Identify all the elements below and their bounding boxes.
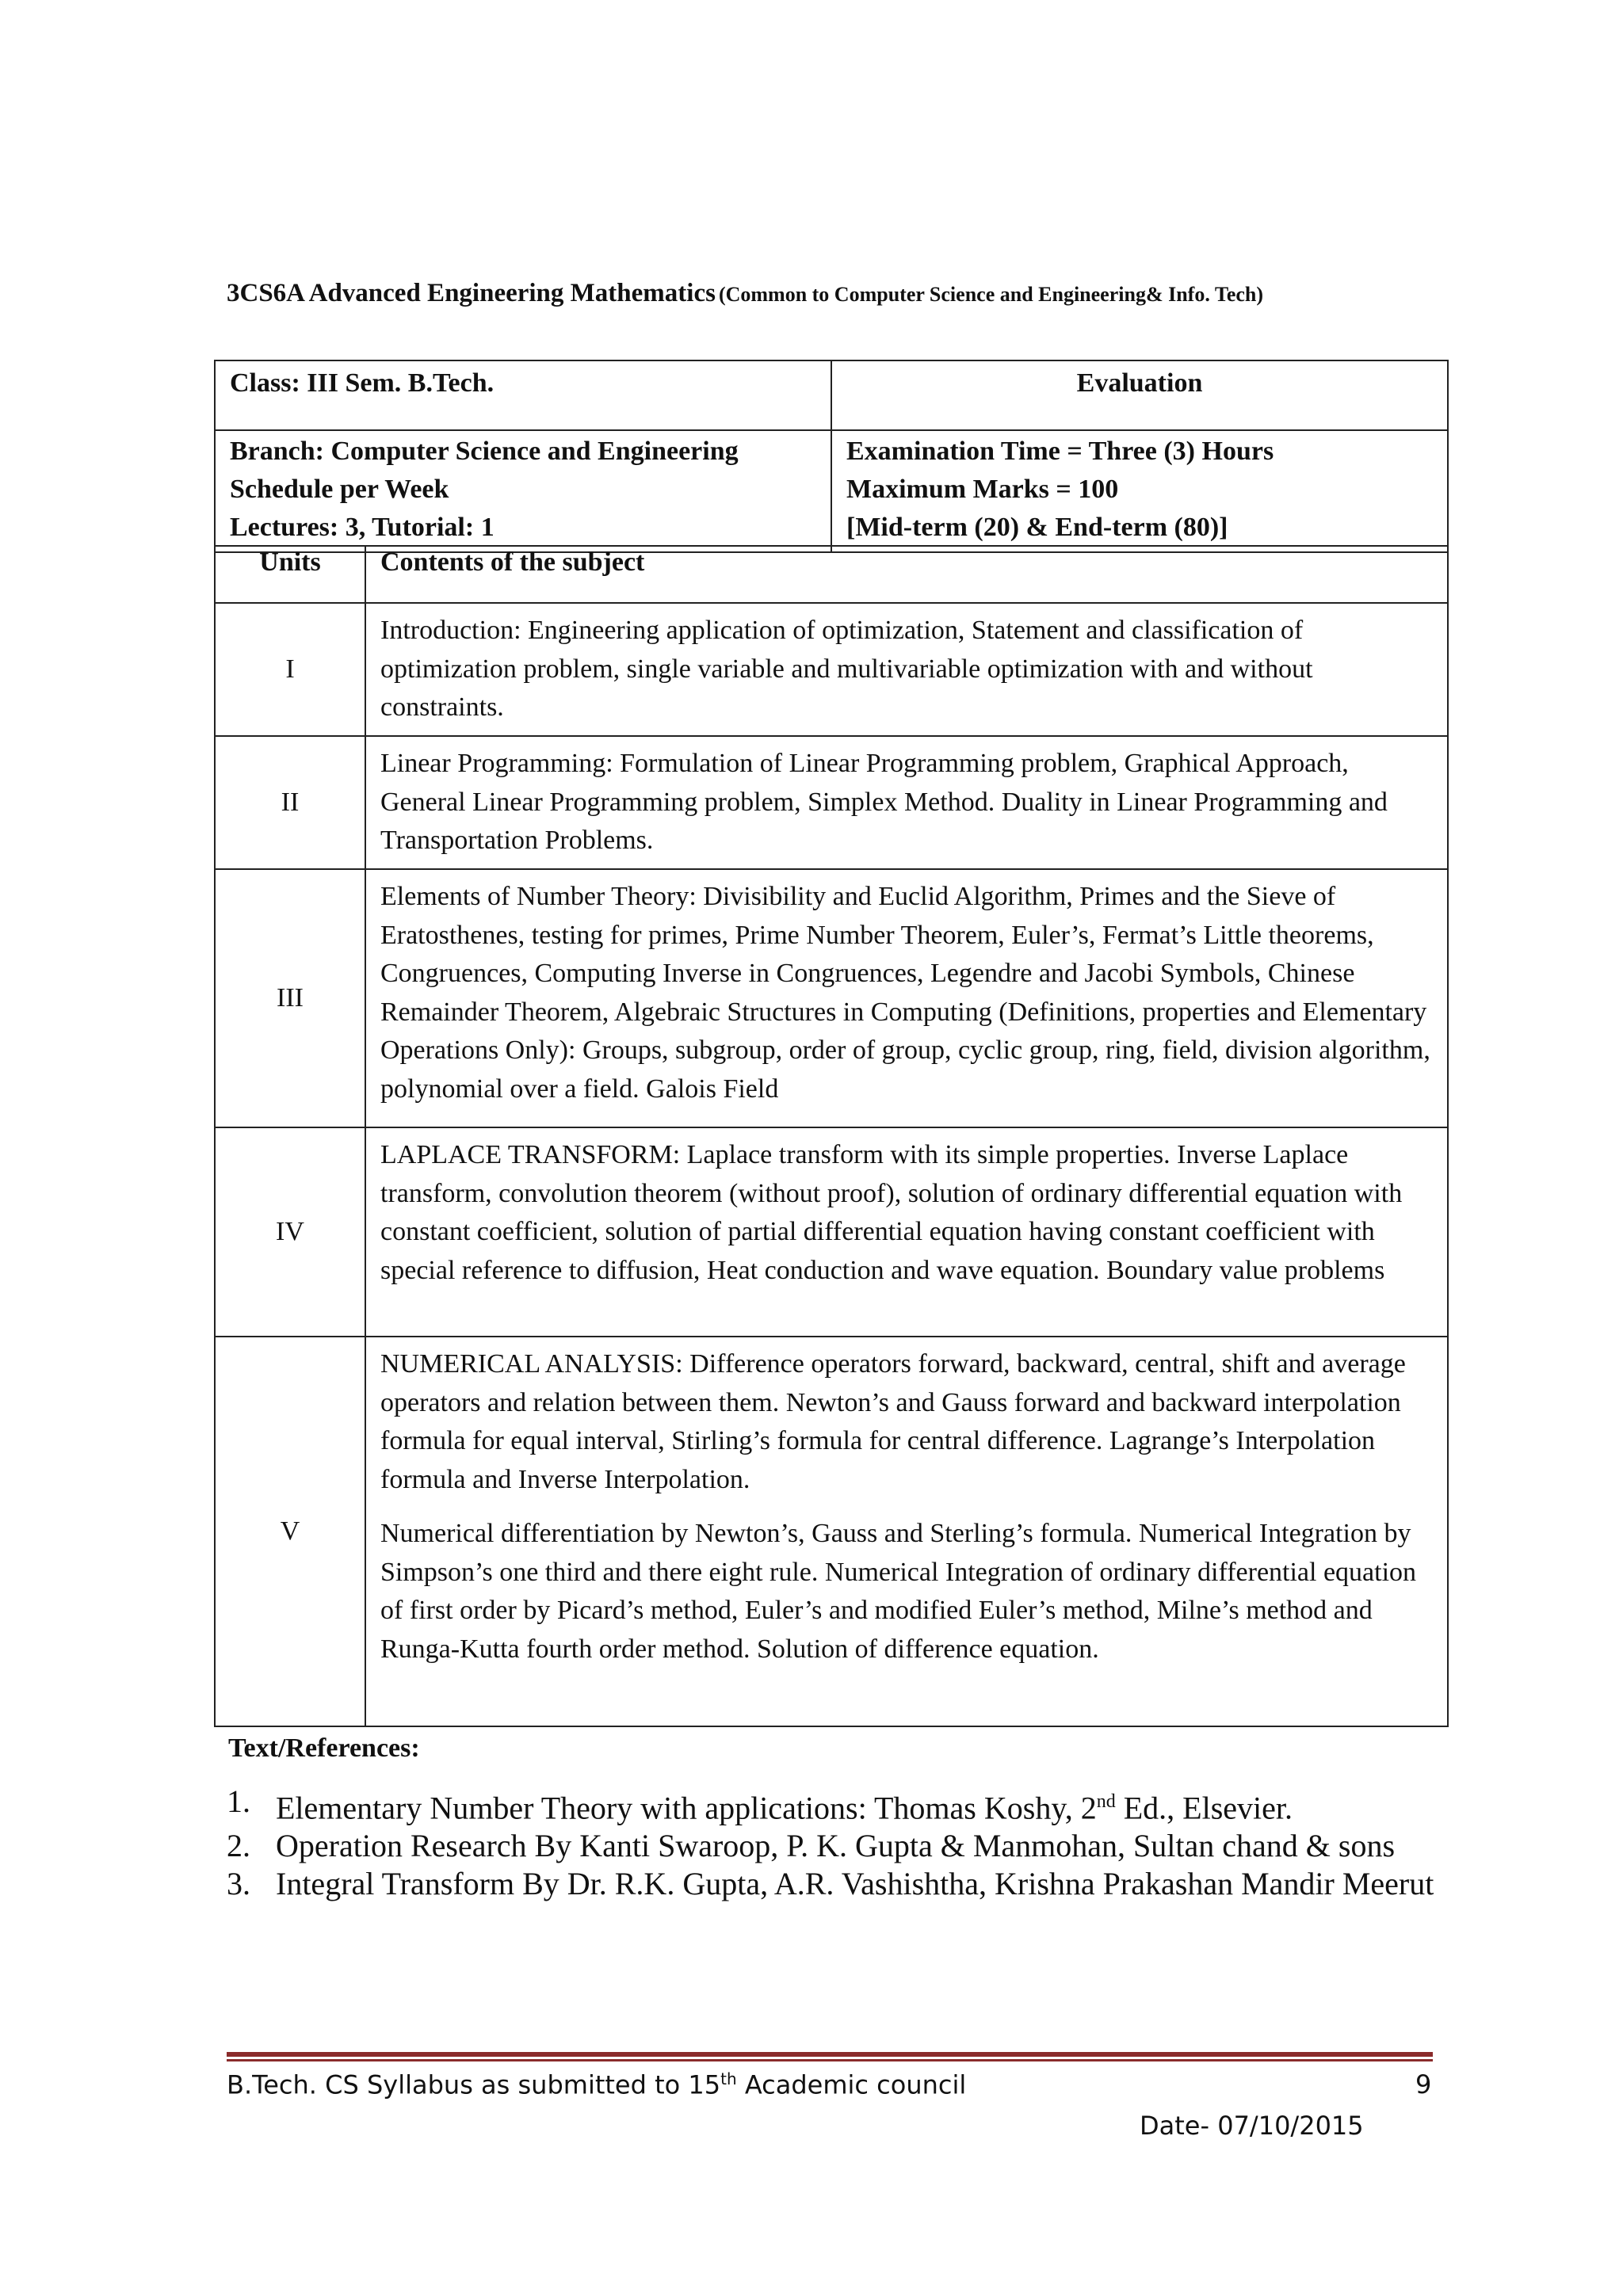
unit-contents	[365, 603, 1448, 736]
table-row	[215, 1337, 1448, 1726]
unit-paragraph: NUMERICAL ANALYSIS: Difference operators forward, backward, central, shift and average operators and relation between them. Newton’s and Gauss forward and backward interpolation formula for equal interval, Stirling’s formula for central difference. Lagrange’s Interpolation formula and Inverse Interpolation.	[380, 1349, 1406, 1494]
reference-number: 2.	[227, 1828, 250, 1864]
reference-number: 3.	[227, 1866, 250, 1902]
unit-paragraph: Introduction: Engineering application of optimization, Statement and classification of optimization problem, single variable and multivariable optimization with and without constraints.	[380, 616, 1313, 722]
reference-number: 1.	[227, 1783, 250, 1819]
table-row	[215, 736, 1448, 869]
list-item	[227, 1783, 1447, 1827]
footer-superscript: th	[720, 2069, 737, 2088]
unit-number: III	[215, 869, 365, 1127]
reference-text: Operation Research By Kanti Swaroop, P. K. Gupta & Manmohan, Sultan chand & sons	[276, 1828, 1396, 1864]
units-table	[214, 545, 1449, 1727]
branch-label: Branch: Computer Science and Engineering	[230, 437, 739, 466]
unit-paragraph: Linear Programming: Formulation of Linear Programming problem, Graphical Approach, General Linear Programming problem, Simplex Method. Duality in Linear Programming and Transportation Problems.	[380, 749, 1388, 855]
marks-split-label: [Mid-term (20) & End-term (80)]	[846, 513, 1228, 542]
reference-text-end: Ed., Elsevier.	[1115, 1790, 1293, 1826]
unit-number: V	[215, 1337, 365, 1726]
unit-contents	[365, 736, 1448, 869]
unit-paragraph: Elements of Number Theory: Divisibility and Euclid Algorithm, Primes and the Sieve of Eratosthenes, testing for primes, Prime Number Theorem, Euler’s, Fermat’s Little theorems, Congruences, Computing Inverse in Congruences, Legendre and Jacobi Symbols, Chinese Remainder Theorem, Algebraic Structures in Computing (Definitions, properties and Elementary Operations Only): Groups, subgroup, order of group, cyclic group, ring, field, division algorithm, polynomial over a field. Galois Field	[380, 882, 1430, 1104]
evaluation-cell	[831, 360, 1448, 430]
footer-text-end: Academic council	[736, 2069, 967, 2100]
footer-text	[227, 2069, 966, 2100]
units-column-header: Units	[215, 546, 365, 603]
class-label: Class: III Sem. B.Tech.	[230, 368, 495, 398]
exam-time-label: Examination Time = Three (3) Hours	[846, 437, 1274, 466]
list-item	[227, 1865, 1447, 1903]
lectures-label: Lectures: 3, Tutorial: 1	[230, 513, 495, 542]
unit-contents	[365, 869, 1448, 1127]
course-subtitle: (Common to Computer Science and Engineering& Info. Tech)	[718, 283, 1264, 306]
class-cell	[215, 360, 831, 430]
reference-text: Elementary Number Theory with applications: Thomas Koshy, 2	[276, 1790, 1097, 1826]
table-row	[215, 1127, 1448, 1337]
page-title	[227, 279, 1463, 308]
table-row	[215, 869, 1448, 1127]
footer-text-start: B.Tech. CS Syllabus as submitted to 15	[227, 2069, 721, 2100]
course-info-table	[214, 360, 1449, 553]
references-title: Text/References:	[228, 1733, 420, 1763]
schedule-label: Schedule per Week	[230, 475, 449, 504]
unit-paragraph: LAPLACE TRANSFORM: Laplace transform with its simple properties. Inverse Laplace transform, convolution theorem (without proof), solution of ordinary differential equation with constant coefficient, solution of partial differential equation having constant coefficient with special reference to diffusion, Heat conduction and wave equation. Boundary value problems	[380, 1140, 1403, 1285]
course-title: 3CS6A Advanced Engineering Mathematics	[227, 279, 716, 307]
list-item	[227, 1827, 1447, 1865]
max-marks-label: Maximum Marks = 100	[846, 475, 1119, 504]
table-row	[215, 603, 1448, 736]
references-list	[227, 1783, 1447, 1903]
reference-superscript: nd	[1096, 1791, 1116, 1812]
branch-cell	[215, 430, 831, 552]
unit-number: IV	[215, 1127, 365, 1337]
exam-cell	[831, 430, 1448, 552]
footer-date: Date- 07/10/2015	[1140, 2111, 1364, 2141]
unit-number: II	[215, 736, 365, 869]
footer-divider	[227, 2052, 1433, 2061]
evaluation-label: Evaluation	[1076, 368, 1203, 398]
unit-contents	[365, 1337, 1448, 1726]
page-number: 9	[1415, 2069, 1432, 2100]
contents-column-header: Contents of the subject	[365, 546, 1448, 603]
unit-number: I	[215, 603, 365, 736]
unit-paragraph: Numerical differentiation by Newton’s, Gauss and Sterling’s formula. Numerical Integration by Simpson’s one third and there eight rule. Numerical Integration of ordinary differential equation of first order by Picard’s method, Euler’s and modified Euler’s method, Milne’s method and Runga-Kutta fourth order method. Solution of difference equation.	[380, 1519, 1417, 1664]
unit-contents	[365, 1127, 1448, 1337]
reference-text: Integral Transform By Dr. R.K. Gupta, A.R. Vashishtha, Krishna Prakashan Mandir Meerut	[276, 1866, 1434, 1902]
